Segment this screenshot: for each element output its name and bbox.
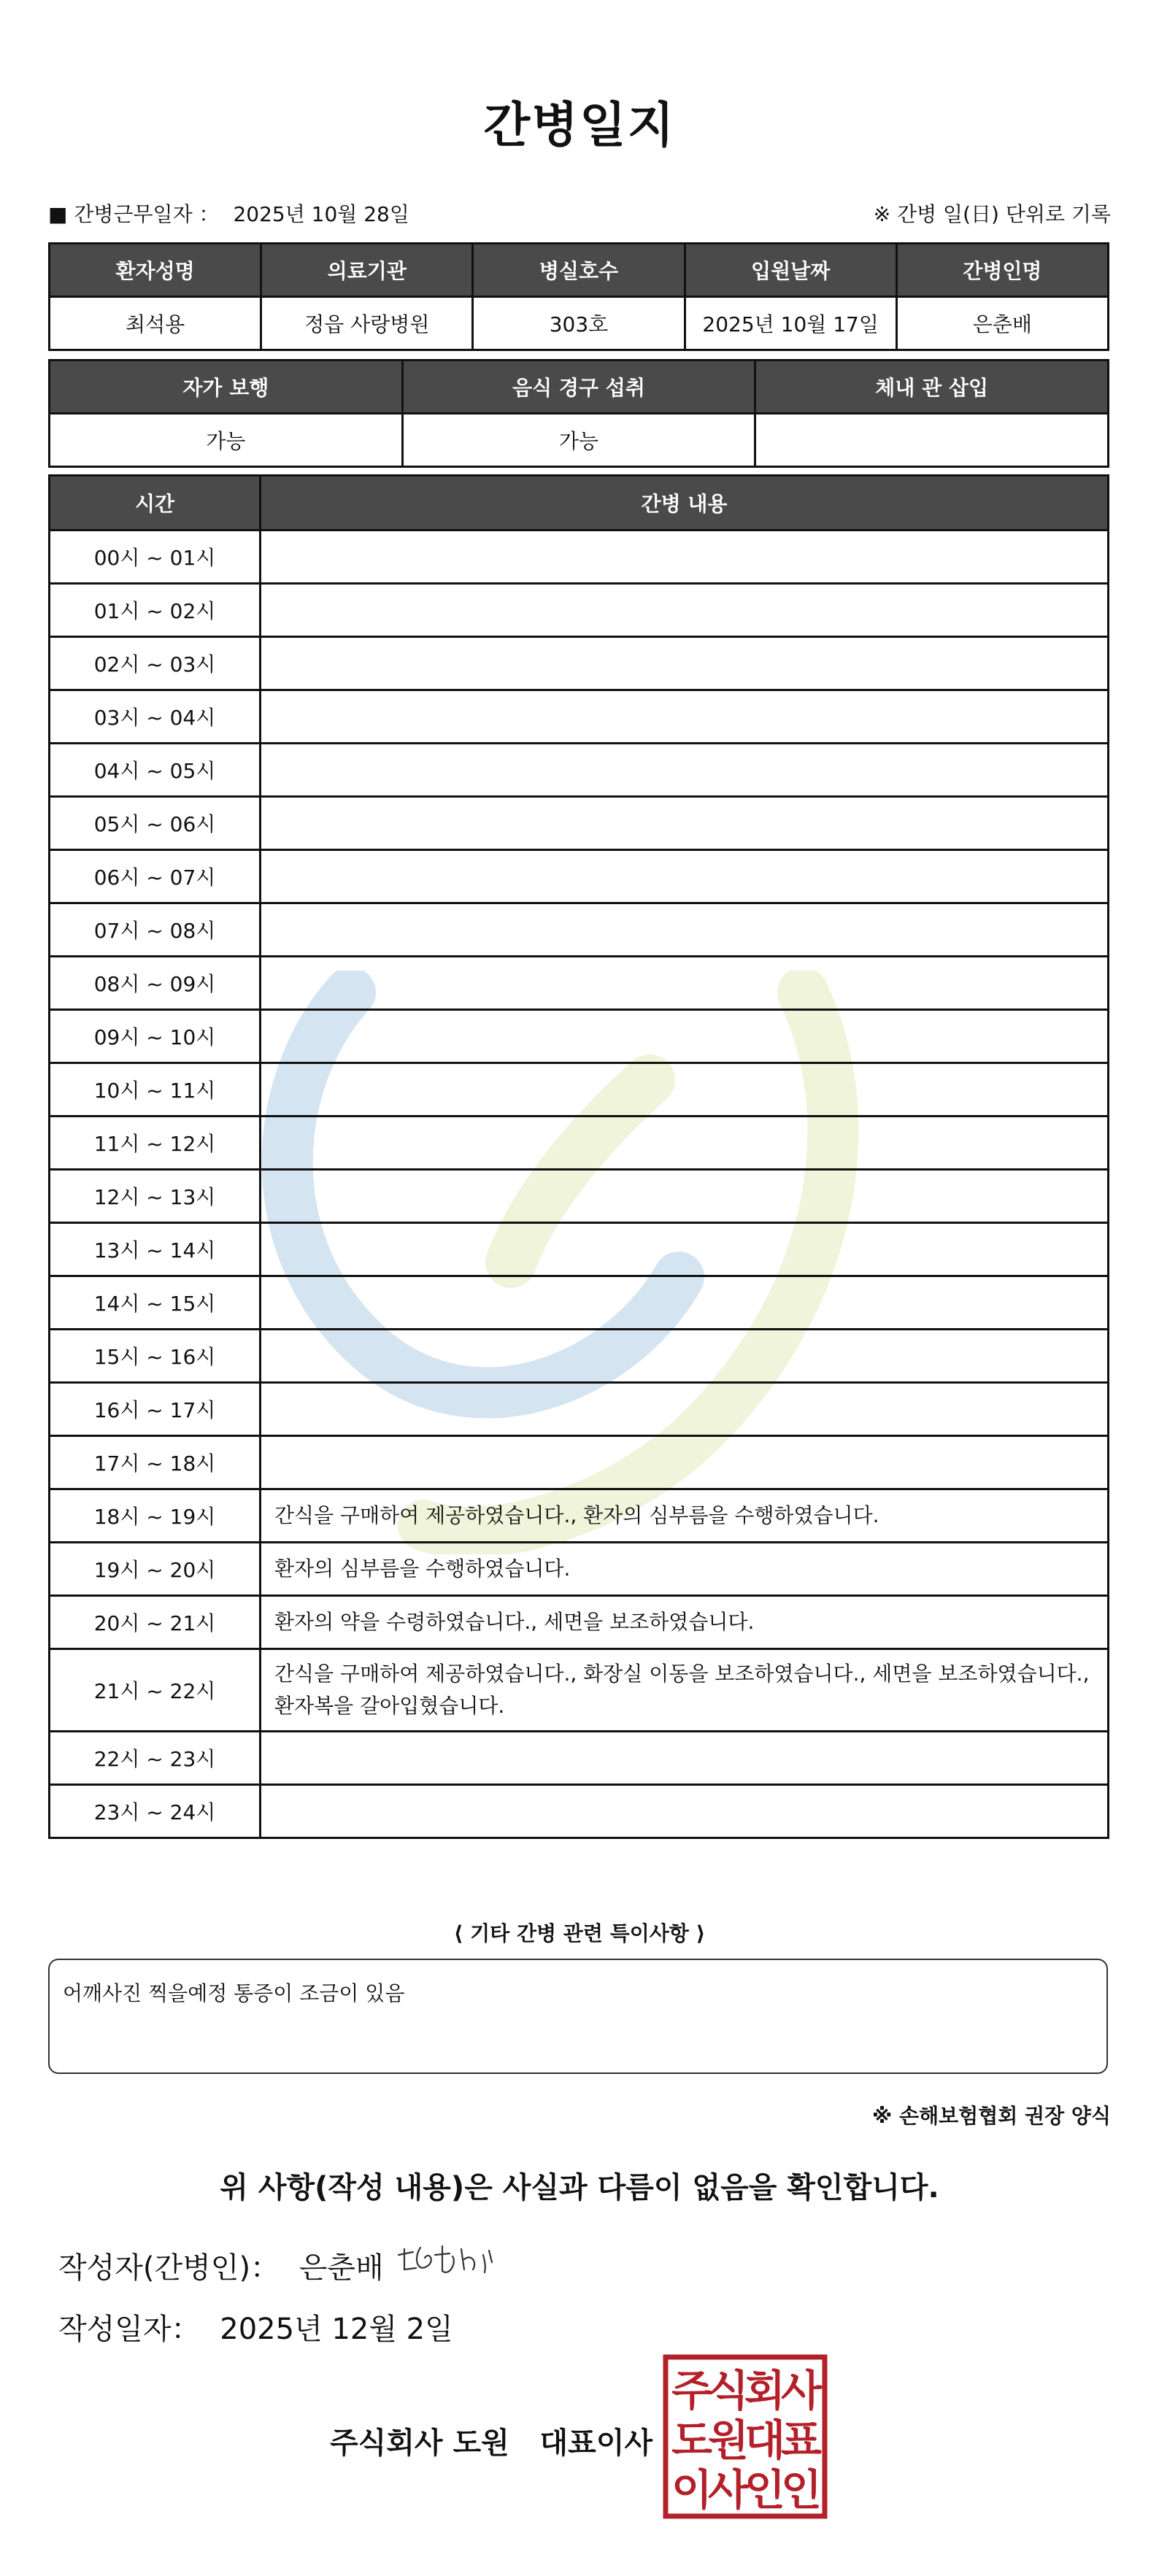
- log-content: [261, 1436, 1109, 1489]
- log-time: 02시 ~ 03시: [50, 637, 261, 690]
- confirm-statement: 위 사항(작성 내용)은 사실과 다름이 없음을 확인합니다.: [220, 2171, 939, 2205]
- status-value-row: [50, 414, 1109, 467]
- log-row: [50, 690, 1109, 744]
- care-log-table: [48, 474, 1109, 1839]
- log-content: [261, 1330, 1109, 1383]
- log-content: [261, 1063, 1109, 1117]
- log-row: [50, 744, 1109, 797]
- log-time: 20시 ~ 21시: [50, 1596, 261, 1649]
- room-number: 303호: [473, 297, 685, 350]
- log-time: 06시 ~ 07시: [50, 850, 261, 903]
- svg-text:사: 사: [707, 2465, 750, 2515]
- log-row: [50, 1596, 1109, 1649]
- work-date-label: ■ 간병근무일자 ：: [48, 202, 220, 226]
- log-time: 19시 ~ 20시: [50, 1543, 261, 1596]
- log-row: [50, 1649, 1109, 1732]
- log-time: 09시 ~ 10시: [50, 1010, 261, 1063]
- log-time: 18시 ~ 19시: [50, 1489, 261, 1543]
- work-date: [48, 198, 409, 228]
- log-time: 14시 ~ 15시: [50, 1276, 261, 1330]
- walking-value: 가능: [50, 414, 403, 467]
- svg-text:인: 인: [744, 2465, 786, 2515]
- log-row: [50, 1330, 1109, 1383]
- insurance-note: ※ 손해보험협회 권장 양식: [872, 2104, 1111, 2128]
- log-row: [50, 797, 1109, 850]
- unit-note: ※ 간병 일(日) 단위로 기록: [873, 202, 1111, 226]
- caregiver-name: 은춘배: [896, 297, 1108, 350]
- log-content: [261, 797, 1109, 850]
- log-time: 15시 ~ 16시: [50, 1330, 261, 1383]
- log-content: [261, 1170, 1109, 1223]
- svg-text:인: 인: [780, 2465, 823, 2515]
- tube-value: [755, 414, 1109, 467]
- log-row: [50, 1543, 1109, 1596]
- log-content: 간식을 구매하여 제공하였습니다., 환자의 심부름을 수행하였습니다.: [261, 1489, 1109, 1543]
- log-content: 간식을 구매하여 제공하였습니다., 화장실 이동을 보조하였습니다., 세면을 보조하였습니다., 환자복을 갈아입혔습니다.: [261, 1649, 1109, 1732]
- log-row: [50, 850, 1109, 903]
- log-row: [50, 1010, 1109, 1063]
- log-header-row: [50, 476, 1109, 531]
- log-time: 12시 ~ 13시: [50, 1170, 261, 1223]
- svg-text:사: 사: [780, 2366, 823, 2415]
- writer-label: 작성자(간병인)：: [58, 2251, 280, 2285]
- company-seal-stamp: [663, 2354, 828, 2519]
- log-time: 03시 ~ 04시: [50, 690, 261, 744]
- log-content: [261, 1785, 1109, 1838]
- header-walking: 자가 보행: [50, 360, 403, 414]
- header-admit-date: 입원날짜: [685, 244, 896, 297]
- log-content: [261, 903, 1109, 957]
- log-row: [50, 531, 1109, 584]
- special-notes-title: ⟨ 기타 간병 관련 특이사항 ⟩: [453, 1921, 706, 1946]
- log-content: 환자의 심부름을 수행하였습니다.: [261, 1543, 1109, 1596]
- svg-text:대: 대: [744, 2415, 786, 2465]
- header-patient-name: 환자성명: [50, 244, 261, 297]
- log-time: 05시 ~ 06시: [50, 797, 261, 850]
- log-content: [261, 1223, 1109, 1276]
- log-time: 07시 ~ 08시: [50, 903, 261, 957]
- log-time: 16시 ~ 17시: [50, 1383, 261, 1436]
- svg-text:도: 도: [671, 2415, 713, 2465]
- company-ceo: 주식회사 도원 대표이사: [330, 2426, 653, 2460]
- svg-text:회: 회: [744, 2366, 786, 2415]
- log-row: [50, 1170, 1109, 1223]
- status-header-row: [50, 360, 1109, 414]
- log-time: 21시 ~ 22시: [50, 1649, 261, 1732]
- svg-text:이: 이: [671, 2465, 713, 2515]
- log-time: 10시 ~ 11시: [50, 1063, 261, 1117]
- log-row: [50, 1383, 1109, 1436]
- svg-text:원: 원: [707, 2415, 750, 2465]
- write-date-row: [58, 2306, 453, 2348]
- log-time: 17시 ~ 18시: [50, 1436, 261, 1489]
- log-row: [50, 1732, 1109, 1785]
- log-time: 01시 ~ 02시: [50, 584, 261, 637]
- oral-intake-value: 가능: [402, 414, 755, 467]
- log-row: [50, 1436, 1109, 1489]
- header-hospital: 의료기관: [261, 244, 473, 297]
- header-room: 병실호수: [473, 244, 685, 297]
- header-oral-intake: 음식 경구 섭취: [402, 360, 755, 414]
- log-row: [50, 903, 1109, 957]
- log-content: 환자의 약을 수령하였습니다., 세면을 보조하였습니다.: [261, 1596, 1109, 1649]
- log-content: [261, 690, 1109, 744]
- patient-header-row: [50, 244, 1109, 297]
- log-content: [261, 1383, 1109, 1436]
- work-date-value: 2025년 10월 28일: [233, 202, 409, 226]
- log-content: [261, 1732, 1109, 1785]
- log-time: 04시 ~ 05시: [50, 744, 261, 797]
- handwritten-signature: [391, 2233, 523, 2291]
- log-content: [261, 744, 1109, 797]
- admit-date: 2025년 10월 17일: [685, 297, 896, 350]
- log-row: [50, 637, 1109, 690]
- log-row: [50, 1117, 1109, 1170]
- log-time: 11시 ~ 12시: [50, 1117, 261, 1170]
- patient-name: 최석용: [50, 297, 261, 350]
- patient-value-row: [50, 297, 1109, 350]
- log-content: [261, 957, 1109, 1010]
- log-row: [50, 1063, 1109, 1117]
- patient-status-table: [48, 359, 1109, 468]
- log-row: [50, 584, 1109, 637]
- writer-name: 은춘배: [299, 2251, 384, 2285]
- log-content: [261, 531, 1109, 584]
- log-time: 00시 ~ 01시: [50, 531, 261, 584]
- log-row: [50, 1489, 1109, 1543]
- svg-text:식: 식: [707, 2366, 750, 2415]
- header-care-content: 간병 내용: [261, 476, 1109, 531]
- log-row: [50, 957, 1109, 1010]
- page-title: 간병일지: [483, 97, 676, 153]
- log-row: [50, 1785, 1109, 1838]
- log-content: [261, 584, 1109, 637]
- log-content: [261, 1276, 1109, 1330]
- log-content: [261, 1010, 1109, 1063]
- log-row: [50, 1276, 1109, 1330]
- header-time: 시간: [50, 476, 261, 531]
- patient-info-table: [48, 242, 1109, 351]
- log-content: [261, 850, 1109, 903]
- svg-text:표: 표: [780, 2415, 823, 2465]
- log-time: 13시 ~ 14시: [50, 1223, 261, 1276]
- log-row: [50, 1223, 1109, 1276]
- log-time: 08시 ~ 09시: [50, 957, 261, 1010]
- write-date-value: 2025년 12월 2일: [220, 2313, 453, 2346]
- writer-row: [58, 2245, 384, 2286]
- header-caregiver: 간병인명: [896, 244, 1108, 297]
- log-content: [261, 637, 1109, 690]
- write-date-label: 작성일자：: [58, 2313, 201, 2346]
- svg-text:주: 주: [671, 2366, 713, 2415]
- log-time: 23시 ~ 24시: [50, 1785, 261, 1838]
- special-notes-box: 어깨사진 찍을예정 통증이 조금이 있음: [48, 1959, 1108, 2074]
- log-content: [261, 1117, 1109, 1170]
- hospital-name: 정읍 사랑병원: [261, 297, 473, 350]
- header-tube: 체내 관 삽입: [755, 360, 1109, 414]
- log-time: 22시 ~ 23시: [50, 1732, 261, 1785]
